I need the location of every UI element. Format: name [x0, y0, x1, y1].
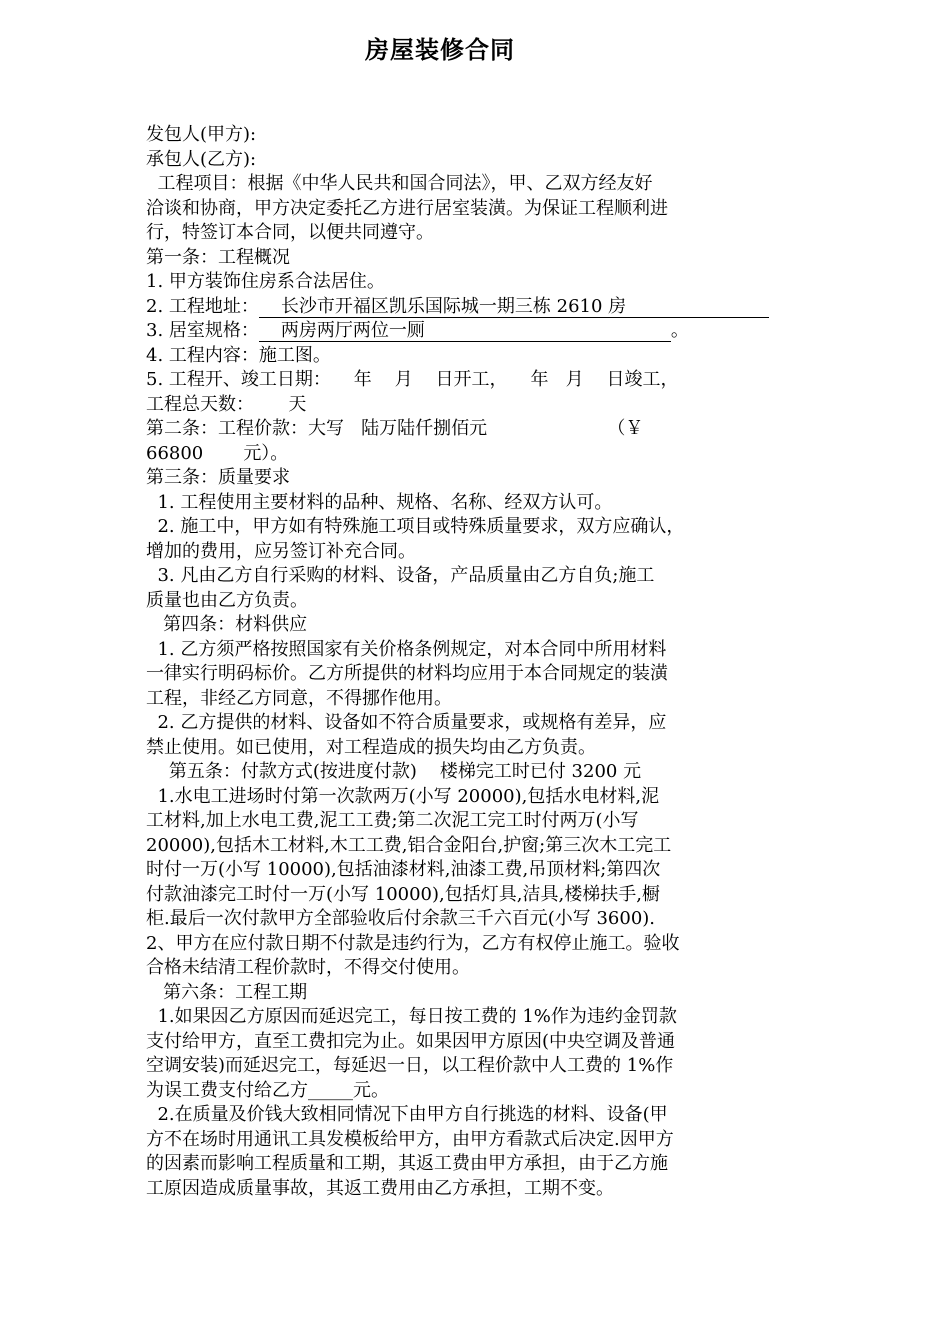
text-line: 为误工费支付给乙方_____元。 — [146, 1079, 389, 1101]
text-line: 付款油漆完工时付一万(小写 10000),包括灯具,洁具,楼梯扶手,橱 — [146, 883, 660, 905]
address-value: 长沙市开福区凯乐国际城一期三栋 2610 房 — [259, 297, 769, 318]
text-line: 支付给甲方，直至工费扣完为止。如果因甲方原因(中央空调及普通 — [146, 1030, 676, 1052]
address-line — [146, 295, 816, 320]
text-line: 1. 乙方须严格按照国家有关价格条例规定，对本合同中所用材料 — [146, 638, 667, 660]
text-line: 禁止使用。如已使用，对工程造成的损失均由乙方负责。 — [146, 736, 596, 758]
text-line: 方不在场时用通讯工具发模板给甲方，由甲方看款式后决定.因甲方 — [146, 1128, 674, 1150]
text-line: 洽谈和协商，甲方决定委托乙方进行居室装潢。为保证工程顺利进 — [146, 197, 668, 219]
contract-body — [146, 123, 816, 1201]
section-heading: 第五条：付款方式(按进度付款) 楼梯完工时已付 3200 元 — [146, 761, 642, 782]
text-line: 1. 工程使用主要材料的品种、规格、名称、经双方认可。 — [146, 491, 613, 513]
text-line: 1. 甲方装饰住房系合法居住。 — [146, 271, 385, 292]
text-line: 5. 工程开、竣工日期： 年 月 日开工， 年 月 日竣工， — [146, 369, 679, 390]
text-line: 的因素而影响工程质量和工期，其返工费由甲方承担，由于乙方施 — [146, 1153, 668, 1174]
section-heading: 第一条：工程概况 — [146, 246, 290, 268]
text-line: 2.在质量及价钱大致相同情况下由甲方自行挑选的材料、设备(甲 — [146, 1104, 668, 1125]
section-heading: 第二条：工程价款：大写 陆万陆仟捌佰元 （￥ — [146, 418, 644, 439]
section-heading: 第三条：质量要求 — [146, 467, 290, 488]
text-line: 时付一万(小写 10000),包括油漆材料,油漆工费,吊顶材料;第四次 — [146, 859, 661, 880]
spec-value: 两房两厅两位一厕 — [259, 321, 671, 342]
text-line: 工材料,加上水电工费,泥工工费;第二次泥工完工时付两万(小写 — [146, 810, 639, 831]
text-line: 2. 乙方提供的材料、设备如不符合质量要求，或规格有差异，应 — [146, 712, 667, 733]
party-a-line: 发包人(甲方): — [146, 124, 257, 145]
contract-title: 房屋装修合同 — [365, 36, 515, 64]
party-b-line: 承包人(乙方): — [146, 148, 257, 170]
text-line: 合格未结清工程价款时，不得交付使用。 — [146, 957, 470, 978]
text-line: 质量也由乙方负责。 — [146, 589, 308, 611]
section-heading: 第六条：工程工期 — [146, 981, 308, 1003]
text-line: 2、甲方在应付款日期不付款是违约行为，乙方有权停止施工。验收 — [146, 932, 680, 954]
text-line: 空调安装)而延迟完工，每延迟一日，以工程价款中人工费的 1%作 — [146, 1055, 674, 1076]
text-line: 1.水电工进场时付第一次款两万(小写 20000),包括水电材料,泥 — [146, 785, 660, 807]
address-label: 2. 工程地址： — [146, 295, 259, 317]
text-line: 工程项目：根据《中华人民共和国合同法》，甲、乙双方经友好 — [146, 173, 653, 194]
section-heading: 第四条：材料供应 — [146, 614, 308, 635]
text-line: 工程总天数： 天 — [146, 393, 307, 415]
text-line: 柜.最后一次付款甲方全部验收后付余款三千六百元(小写 3600). — [146, 908, 656, 929]
text-line: 1.如果因乙方原因而延迟完工，每日按工费的 1%作为违约金罚款 — [146, 1006, 677, 1027]
spec-line — [146, 319, 816, 344]
spec-label: 3. 居室规格： — [146, 320, 259, 341]
text-line: 2. 施工中，甲方如有特殊施工项目或特殊质量要求，双方应确认， — [146, 516, 685, 537]
text-line: 行，特签订本合同，以便共同遵守。 — [146, 222, 434, 243]
text-line: 4. 工程内容：施工图。 — [146, 344, 331, 366]
spec-suffix: 。 — [670, 320, 689, 341]
text-line: 工程，非经乙方同意，不得挪作他用。 — [146, 687, 452, 709]
text-line: 66800 元）。 — [146, 442, 289, 464]
text-line: 增加的费用，应另签订补充合同。 — [146, 540, 416, 562]
text-line: 3. 凡由乙方自行采购的材料、设备，产品质量由乙方自负;施工 — [146, 565, 655, 586]
text-line: 一律实行明码标价。乙方所提供的材料均应用于本合同规定的装潢 — [146, 663, 668, 684]
text-line: 工原因造成质量事故，其返工费用由乙方承担，工期不变。 — [146, 1177, 614, 1199]
text-line: 20000),包括木工材料,木工工费,铝合金阳台,护窗;第三次木工完工 — [146, 834, 672, 856]
